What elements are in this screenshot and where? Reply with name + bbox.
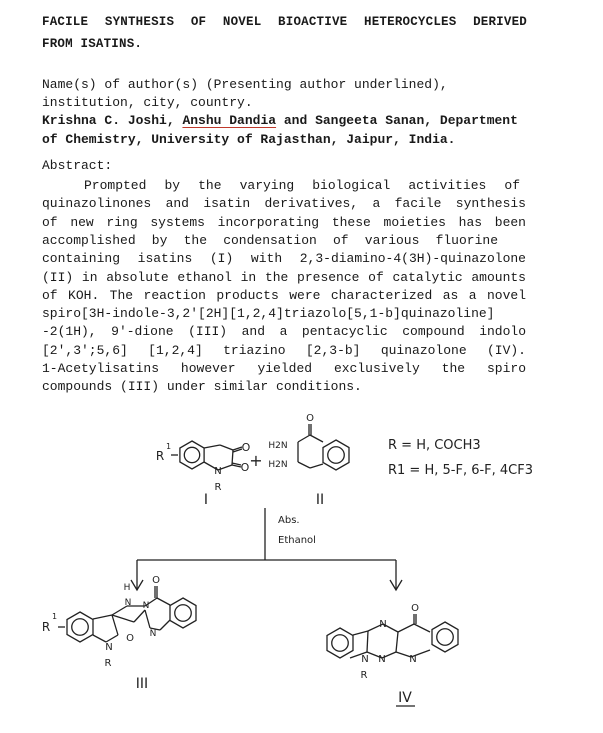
benzene-ring [323, 440, 349, 470]
oxygen-label: O [126, 633, 134, 644]
abstract-line: accomplished by the condensation of various fluorine [42, 232, 498, 248]
compound-label-I: I [203, 492, 209, 508]
author-name: Krishna C. Joshi, [42, 113, 183, 128]
benzene-ring [67, 612, 93, 642]
abstract-line: Prompted by the varying biological activities of [84, 178, 520, 193]
superscript-label: 1 [166, 442, 172, 451]
nitrogen-label: N [105, 642, 113, 653]
superscript-label: 1 [52, 612, 58, 621]
bond [298, 462, 310, 468]
r-group-label: R [214, 482, 222, 493]
abstract-line: (II) in absolute ethanol in the presence of catalytic amounts [42, 269, 526, 285]
abstract-line: compounds (III) under similar conditions. [42, 379, 362, 395]
benzene-ring-aromatic-circle [72, 619, 89, 636]
bond [220, 445, 233, 450]
bond [396, 632, 398, 652]
nitrogen-label: N [379, 619, 387, 630]
oxygen-label: O [411, 603, 419, 614]
author-instructions-line-1: Name(s) of author(s) (Presenting author underlined), [42, 77, 448, 92]
benzene-ring [327, 628, 353, 658]
bond [310, 435, 323, 442]
bond [157, 598, 170, 605]
bond [93, 615, 112, 619]
r-group-label: R [360, 670, 368, 681]
abstract-line: of new ring systems incorporating these moieties has been [42, 214, 526, 230]
compound-label-II: II [315, 492, 325, 508]
compound-label-IV: IV [398, 690, 412, 706]
benzene-ring-aromatic-circle [175, 605, 192, 622]
substituent-r-definition: R = H, COCH3 [388, 438, 481, 453]
bond [134, 610, 145, 622]
r1-label: R [155, 449, 165, 463]
reagent-label: Abs. [278, 515, 300, 526]
paper-title-line-2: FROM ISATINS. [42, 37, 143, 51]
bond [353, 631, 368, 635]
bond [204, 445, 220, 448]
oxygen-label: O [306, 413, 314, 424]
r-group-label: R [104, 658, 112, 669]
nitrogen-label: N [214, 466, 222, 477]
nitrogen-label: N [409, 654, 417, 665]
amino-label: H2N [268, 460, 288, 470]
benzene-ring [170, 598, 196, 628]
benzene-ring-aromatic-circle [332, 635, 349, 652]
authors-line-2: of Chemistry, University of Rajasthan, Jaipur, India. [42, 132, 456, 147]
nitrogen-label: N [142, 601, 150, 611]
bond [398, 624, 414, 632]
author-instructions-line-2: institution, city, country. [42, 95, 253, 110]
benzene-ring-aromatic-circle [328, 447, 345, 464]
abstract-line: 1-Acetylisatins however yielded exclusively the spiro [42, 361, 526, 376]
abstract-line: containing isatins (I) with 2,3-diamino-4(3H)-quinazolone [42, 251, 526, 267]
reagent-label: Ethanol [278, 535, 316, 546]
r1-label: R [41, 620, 51, 634]
substituent-r1-definition: R1 = H, 5-F, 6-F, 4CF3 [388, 463, 534, 478]
bond [160, 620, 170, 630]
paper-title-line-1: FACILE SYNTHESIS OF NOVEL BIOACTIVE HETEROCYCLES DERIVED [42, 15, 527, 29]
nitrogen-label: N [149, 629, 157, 639]
abstract-line: -2(1H), 9'-dione (III) and a pentacyclic compound indolo [42, 324, 526, 340]
nitrogen-label: N [124, 598, 132, 608]
oxygen-label: O [240, 461, 250, 474]
bond [367, 631, 368, 652]
benzene-ring [180, 441, 204, 469]
abstract-heading: Abstract: [42, 158, 113, 173]
oxygen-label: O [241, 441, 251, 454]
compound-label-III: III [135, 676, 149, 692]
oxygen-label: O [152, 575, 160, 586]
bond [414, 624, 430, 632]
bond [310, 464, 323, 468]
bond [145, 610, 150, 628]
bond [93, 635, 106, 642]
bond [112, 615, 134, 622]
presenting-author: Anshu Dandia [182, 113, 277, 128]
nitrogen-label: N [361, 654, 369, 665]
plus-sign: + [249, 451, 263, 470]
bond [298, 435, 310, 442]
amino-label: H2N [268, 441, 288, 451]
nitrogen-label: N [378, 654, 386, 665]
bond [106, 635, 118, 642]
author-affiliation: and Sangeeta Sanan, Department [276, 113, 518, 128]
abstract-line: spiro[3H-indole-3,2'[2H][1,2,4]triazolo[5,1-b]quinazoline] [42, 306, 495, 322]
abstract-line: of KOH. The reaction products were characterized as a novel [42, 287, 526, 303]
hydrogen-label: H [123, 583, 131, 593]
benzene-ring-aromatic-circle [437, 629, 454, 646]
abstract-line: quinazolinones and isatin derivatives, a facile synthesis [42, 196, 526, 212]
benzene-ring-aromatic-circle [184, 447, 199, 462]
benzene-ring [432, 622, 458, 652]
abstract-line: [2',3';5,6] [1,2,4] triazino [2,3-b] quinazolone (IV). [42, 342, 526, 358]
bond [112, 615, 118, 635]
